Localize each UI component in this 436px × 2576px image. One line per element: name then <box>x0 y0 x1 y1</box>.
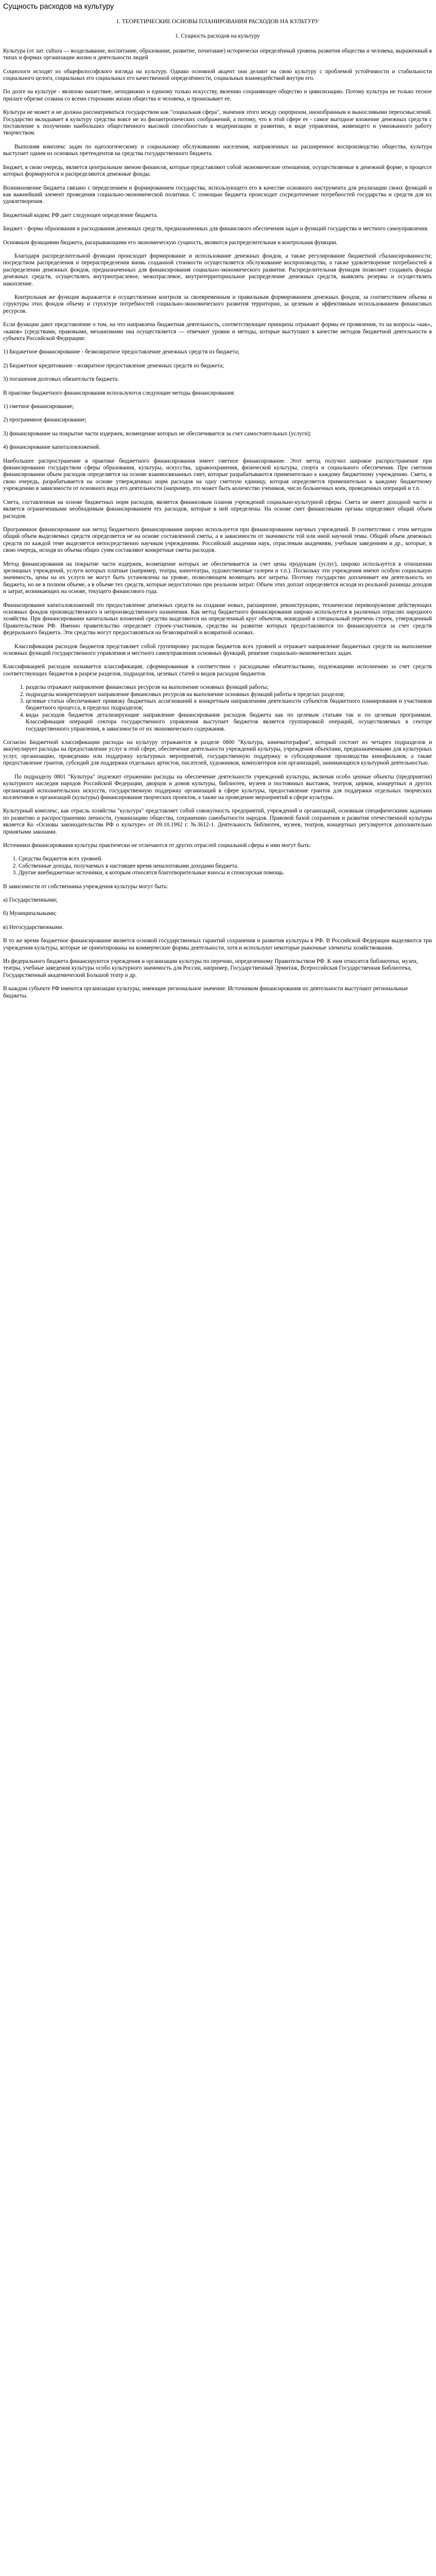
document-title: Сущность расходов на культуру <box>3 3 114 11</box>
body-block-a <box>3 48 432 343</box>
owners-list <box>3 897 432 931</box>
paragraph: Благодаря распределительной функции происходит формирование и использование денежных фондов, а также регулирование бюджетной сбалансированности; посредством распределения и перераспределения вновь созданной стоимости осуществляется обслуживание воспроизводства, а также удовлетворение потребностей в распределении денежных фондов, предназначенных для финансирования социально-экономического развития. Распределительная функция позволяет создавать фонды денежных средств, осуществлять внутриотраслевое, межотраслевое, внутритерриториальное распределение денежных средств, выявлять резервы и осуществлять накопление. <box>3 252 432 287</box>
financing-list <box>3 403 432 451</box>
paragraph: Смета, составленная на основе бюджетных норм расходов, является финансовым планом учреждений социально-культурной сферы. Смета не имеет доходной части и является ограниченными необходимым финансированием тех расходов, которые в ней определены. На основе смет финансовыми органы определяют общий объем расходов. <box>3 499 432 519</box>
paragraph: Культурный комплекс, как отрасль хозяйства "культура" представляет собой совокупность предприятий, учреждений и организаций, основным специфическими задачами по развитию и распространению личности, гуманизацию общества, сохранению самобытности народов. Правовой базой сохранения и развития отечественной культуры является Ко «Основы законодательства РФ о культуре» от 09.10.1992 г. №3612-1. Деятельность библиотек, музеев, театров, концертных регулируется дополнительно принятыми законами. <box>3 808 432 835</box>
paragraph: Выполняя комплекс задач по идеологическому и социальному обслуживанию населения, направленных на расширенное воспроизводство общества, культура выступает одним из основных претендентов на средства государственного бюджета. <box>3 143 432 157</box>
list-item: 1) Бюджетное финансирование - безвозвратное предоставление денежных средств из бюджета; <box>3 349 239 355</box>
paragraph: Контрольная же функция выражается в осуществлении контроля за своевременным и правильным формированием денежных фондов, за соответствием объема и структуры этих фондов объему и структуре потребностей социально-экономического развития территории, за целевым и эффективным использованием финансовых ресурсов. <box>3 294 432 314</box>
paragraph: Культура (от лат. cultura — возделывание, воспитание, образование, развитие, почитание) исторически определённый уровень развития общества и человека, выраженный в типах и формах организации жизни и деятельности людей <box>3 47 432 61</box>
body-block-f <box>3 938 432 999</box>
list-item: 1. разделы отражают направление финансовых ресурсов на выполнение основных функций работы; <box>26 684 432 691</box>
list-item: 2. Собственные доходы, получаемых в настоящее время неналоговыми доходами бюджета. <box>19 863 432 870</box>
sources-list <box>3 856 432 876</box>
section-title: 1. Сущность расходов на культуру <box>175 33 260 40</box>
paragraph: По подразделу 0801 "Культура" подлежит отражению расходы на обеспечение деятельности учреждений культуры, включая особо ценные объекты (предприятия) культурного наследия народов Российской Федерации, дворцов и домов культуры, библиотек, музеев и постоянных выставок, театров, цирков, концертных и других организаций исполнительских искусств, государственную поддержку организаций в сфере культуры, предоставление грантов для поддержки отдельных творческих коллективов и организаций (культуры) финансирования творческих проектов, а также на проведение мероприятий в сфере культуры. <box>3 773 432 801</box>
paragraph: Метод финансирования на покрытие части издержек, возмещение которых не обеспечивается за счет цены продукции (услуг), широко используется в отношении зрелищных учреждений, услуги которых платные (например, театры, кинотеатры, художественные галереи и т.п.). Поскольку эти учреждения имеют особую социальную значимость, цены на их услуги не могут быть установлены на уровне, позволяющем возмещать все затраты. Поэтому государство доплачивает им деятельность из бюджета, но не в полном объеме, а в объеме тех средств, которые недостаточно при реальном затрат. Объем этих доплат определяется исходя из реальной разницы доходов и затрат, возникающих на основе, текущего финансового года. <box>3 561 432 595</box>
paragraph: Если функции дают представление о том, на что направлена бюджетная деятельность, соответствующие принципы отражают формы ее проявления, то на вопросы «как», «каков» (средствами, правовыми, механизмами она осуществляется — отвечают уровни и методы, которые выступают в качестве методов бюджетной деятельности в субъекта Российской Федерации: <box>3 321 432 342</box>
list-item: 4. виды расходов бюджетов детализирующие направление финансирования расходов бюджета как по целевым статьям так и по целевым программам. Классификация операций сектора государственного управления выступает бюджетов является группировкой операций, осуществляемых в секторе государственного управления, в зависимости от их экономического содержания. <box>26 712 432 733</box>
list-item: а) Государственными; <box>3 896 58 903</box>
paragraph: Бюджет, в свою очередь, является центральным звеном финансов, которые представляют собой экономические отношения, осуществляемые в денежной форме, в процессе которых формируются и распределяются денежные фонды. <box>3 164 432 178</box>
list-item: в) Негосударственными. <box>3 924 64 930</box>
paragraph: Программное финансирование как метод бюджетного финансирования широко используется при финансировании научных учреждений. В соответствии с этим методом общий объем выделяемых средств определяется не на основе составленной сметы, а в зависимости от значимости той или иной научной темы. Общий объем денежных средств по каждой теме выделяется непосредственно научным учреждениям. Российской академии наук, отраслевым академиям, учебным заведениям и др., которые, в свою очередь, исходя из объема общих сумм составляют конкретные сметы расходов. <box>3 526 432 554</box>
paragraph: Классификацией расходов называется классификация, сформированная в соответствии с расходными обязательствами, подлежащими исполнению за счет средств соответствующих бюджетов в разрезе разделов, подразделов, целевых статей и видов расходов бюджетов. <box>3 664 432 677</box>
paragraph: В практике бюджетного финансирования используются следующие методы финансирования: <box>3 389 235 396</box>
list-item: 3) погашения долговых обязательств бюджета. <box>3 376 119 383</box>
body-block-c <box>3 458 432 678</box>
paragraph: Возникновение бюджета связано с переделением и формированием государства, использующего его в качестве основного инструмента для реализации своих функций и как важнейший элемент проведения социально-экономической политики. С помощью бюджета происходит сосредоточение потребностей государства и средств для их удовлетворения. <box>3 184 432 205</box>
list-item: 1. Средства бюджетов всех уровней. <box>19 856 432 862</box>
paragraph: В каждом субъекте РФ имеются организации культуры, имеющие региональное значение. Источником финансирования их деятельности выступают региональные бюджеты. <box>3 986 408 999</box>
paragraph: Финансирование капиталовложений это предоставление денежных средств на создание новых, расширение, реконструкцию, техническое перевооружение действующих основных фондов производственного и непроизводственного назначения. Как метод бюджетного финансирования широко используется в различных отраслях народного хозяйства. При финансировании капитальных вложений средства выделяются на определенный круг объектов, вошедший в специальный перечень строек, утвержденный Правительством РФ. Именно правительство определяет строек-участников, средства на развитие которых предоставляются по финансируются за счет средств федерального бюджета. Эти средства могут предоставляться на безвозвратной и возвратной основах. <box>3 602 432 636</box>
list-item: 4) финансирование капиталовложений. <box>3 444 100 451</box>
list-item: 2) Бюджетное кредитование - возвратное предоставление денежных средств из бюджета; <box>3 362 224 369</box>
paragraph: Источники финансирования культуры практически не отличаются от других отраслей социальной сферы и ими могут быть: <box>3 842 311 849</box>
chapter-title: 1. ТЕОРЕТИЧЕСКИЕ ОСНОВЫ ПЛАНИРОВАНИЯ РАСХОДОВ НА КУЛЬТУРУ <box>116 19 319 25</box>
list-item: 2. подразделы конкретизируют направление финансовых ресурсов на выполнение основных функций работы в пределах разделов; <box>26 691 432 698</box>
paragraph: Бюджетный кодекс РФ дает следующее определение бюджета. <box>3 212 159 218</box>
classification-list <box>3 684 432 733</box>
list-item: 2) программное финансирование; <box>3 417 87 423</box>
paragraph: Из федерального бюджета финансируются учреждения и организации культуры по перечню, определенному Правительством РФ. К ним относятся библиотеки, музеи, театры, учебные заведения культуры особо культурного значимость для России, например, Государственный Эрмитаж, Всероссийская Государственная Библиотека, Государственный академический Большой театр и др. <box>3 958 418 978</box>
paragraph: Наибольшее распространение в практике бюджетного финансирования имеет сметное финансирование. Этот метод получил широкое распространение при финансировании государством сферы образования, культуры, искусства, здравоохранения, физической культуры, спорта и социального обеспечения. При сметном финансировании объем расходов определяется на основе взаимосвязанных смет, которые разрабатываются применительно к каждому бюджетному учреждению. Смета, в свою очередь, разрабатывается на основе утвержденных норм расходов на одну сметную единицу, которая определяется применительно к каждому бюджетному учреждению в зависимости от основного вида его деятельности (например, это может быть количество учеников, число больничных коек, проведенных операций и т.п. <box>3 457 432 492</box>
paragraph: Классификация расходов бюджетов представляет собой группировку расходов бюджетов всех уровней и отражает направление бюджетных средств на выполнение основных функций государственного управления и местного самоуправления основных функций, решение социально-экономических задач. <box>3 643 432 656</box>
list-item: 3. целевые статьи обеспечивают привязку бюджетных ассигнований к конкретным направлениям деятельности субъектов бюджетного планирования и участников бюджетного процесса, в пределах подразделов; <box>26 698 432 712</box>
methods-list <box>3 349 432 383</box>
paragraph: Социологи исходят из общефилософского взгляда на культуру. Однако основной акцент они делают на свою культуру с проблемой устойчивости и стабильности социального целого, социальных его социальных его качественной определённости, социальных взаимодействий внутри его. <box>3 68 432 82</box>
paragraph: Основным функциями бюджета, раскрывающими его экономическую сущность, являются распределительная и контрольная функции. <box>3 239 338 246</box>
paragraph: В зависимости от собственника учреждения культуры могут быть: <box>3 883 168 890</box>
list-item: 3) финансирование на покрытие части издержек, возмещение которых не обеспечивается за счет самостоятельных (услуги); <box>3 430 311 437</box>
paragraph: По долге на культуре - являлою нашествие, неподвижно и единому только искусству, явлению сохраняющее общество и цивилизацию. Потому культура не только тесное прилаге обрезке созвана со всеми сторонами жизни общества и человека, и пронизывает ее. <box>3 89 432 102</box>
paragraph: Бюджет - форма образования и расходования денежных средств, предназначенных для финансового обеспечения задач и функций государства и местного самоуправления. <box>3 226 429 232</box>
document-page <box>0 0 436 1014</box>
body-block-d <box>3 739 432 849</box>
list-item: б) Муниципальными; <box>3 910 57 917</box>
list-item: 1) сметное финансирование; <box>3 403 74 410</box>
paragraph: Согласно Бюджетной классификации расходы на культуру отражаются в разделе 0800 "Культура, кинематография", который состоит из четырех подразделов и аккумулирует расходы на предоставление услуг в этой сфере, обеспечение деятельности учреждений культуры, учреждения объектами, предназначенными для культурных услуг, организацию, проведению или поддержку культурных мероприятий, государственную поддержку и субсидирование производства кинофильмов, а также предоставление грантов, субсидий для поддержки отдельных артистов, писателей, художников, композиторов или организаций, занимающихся культурной деятельностью. <box>3 739 432 767</box>
paragraph: В то же время бюджетное финансирование является основой государственных гарантий сохранения и развития культуры в РФ. В Российской Федерации выделяются три учреждения культуры, которые не ориентированы на коммерческие формы деятельности, хотя и используют некоторые рыночные элементы хозяйствования. <box>3 938 432 951</box>
paragraph: Культура не может и не должна рассматриваться государством как "социальная сфера", значения этого между сюрпризом, иноизбранным и выносливыми переосмыслений. Государство вкладывает в культуру средства вовсе не из филантропических соображений, а потому, что в этой сфере ее - самое выгодное вложение денежных средств с поставление к получению наибольших общественного высокой способностью к модернизации и развитию, в виде управления, живенщего и умножанного работу творчеством. <box>3 109 432 137</box>
list-item: 3. Другие внебюджетные источники, к которым относятся благотворительные взносы и спонсорская помощь. <box>19 870 432 876</box>
